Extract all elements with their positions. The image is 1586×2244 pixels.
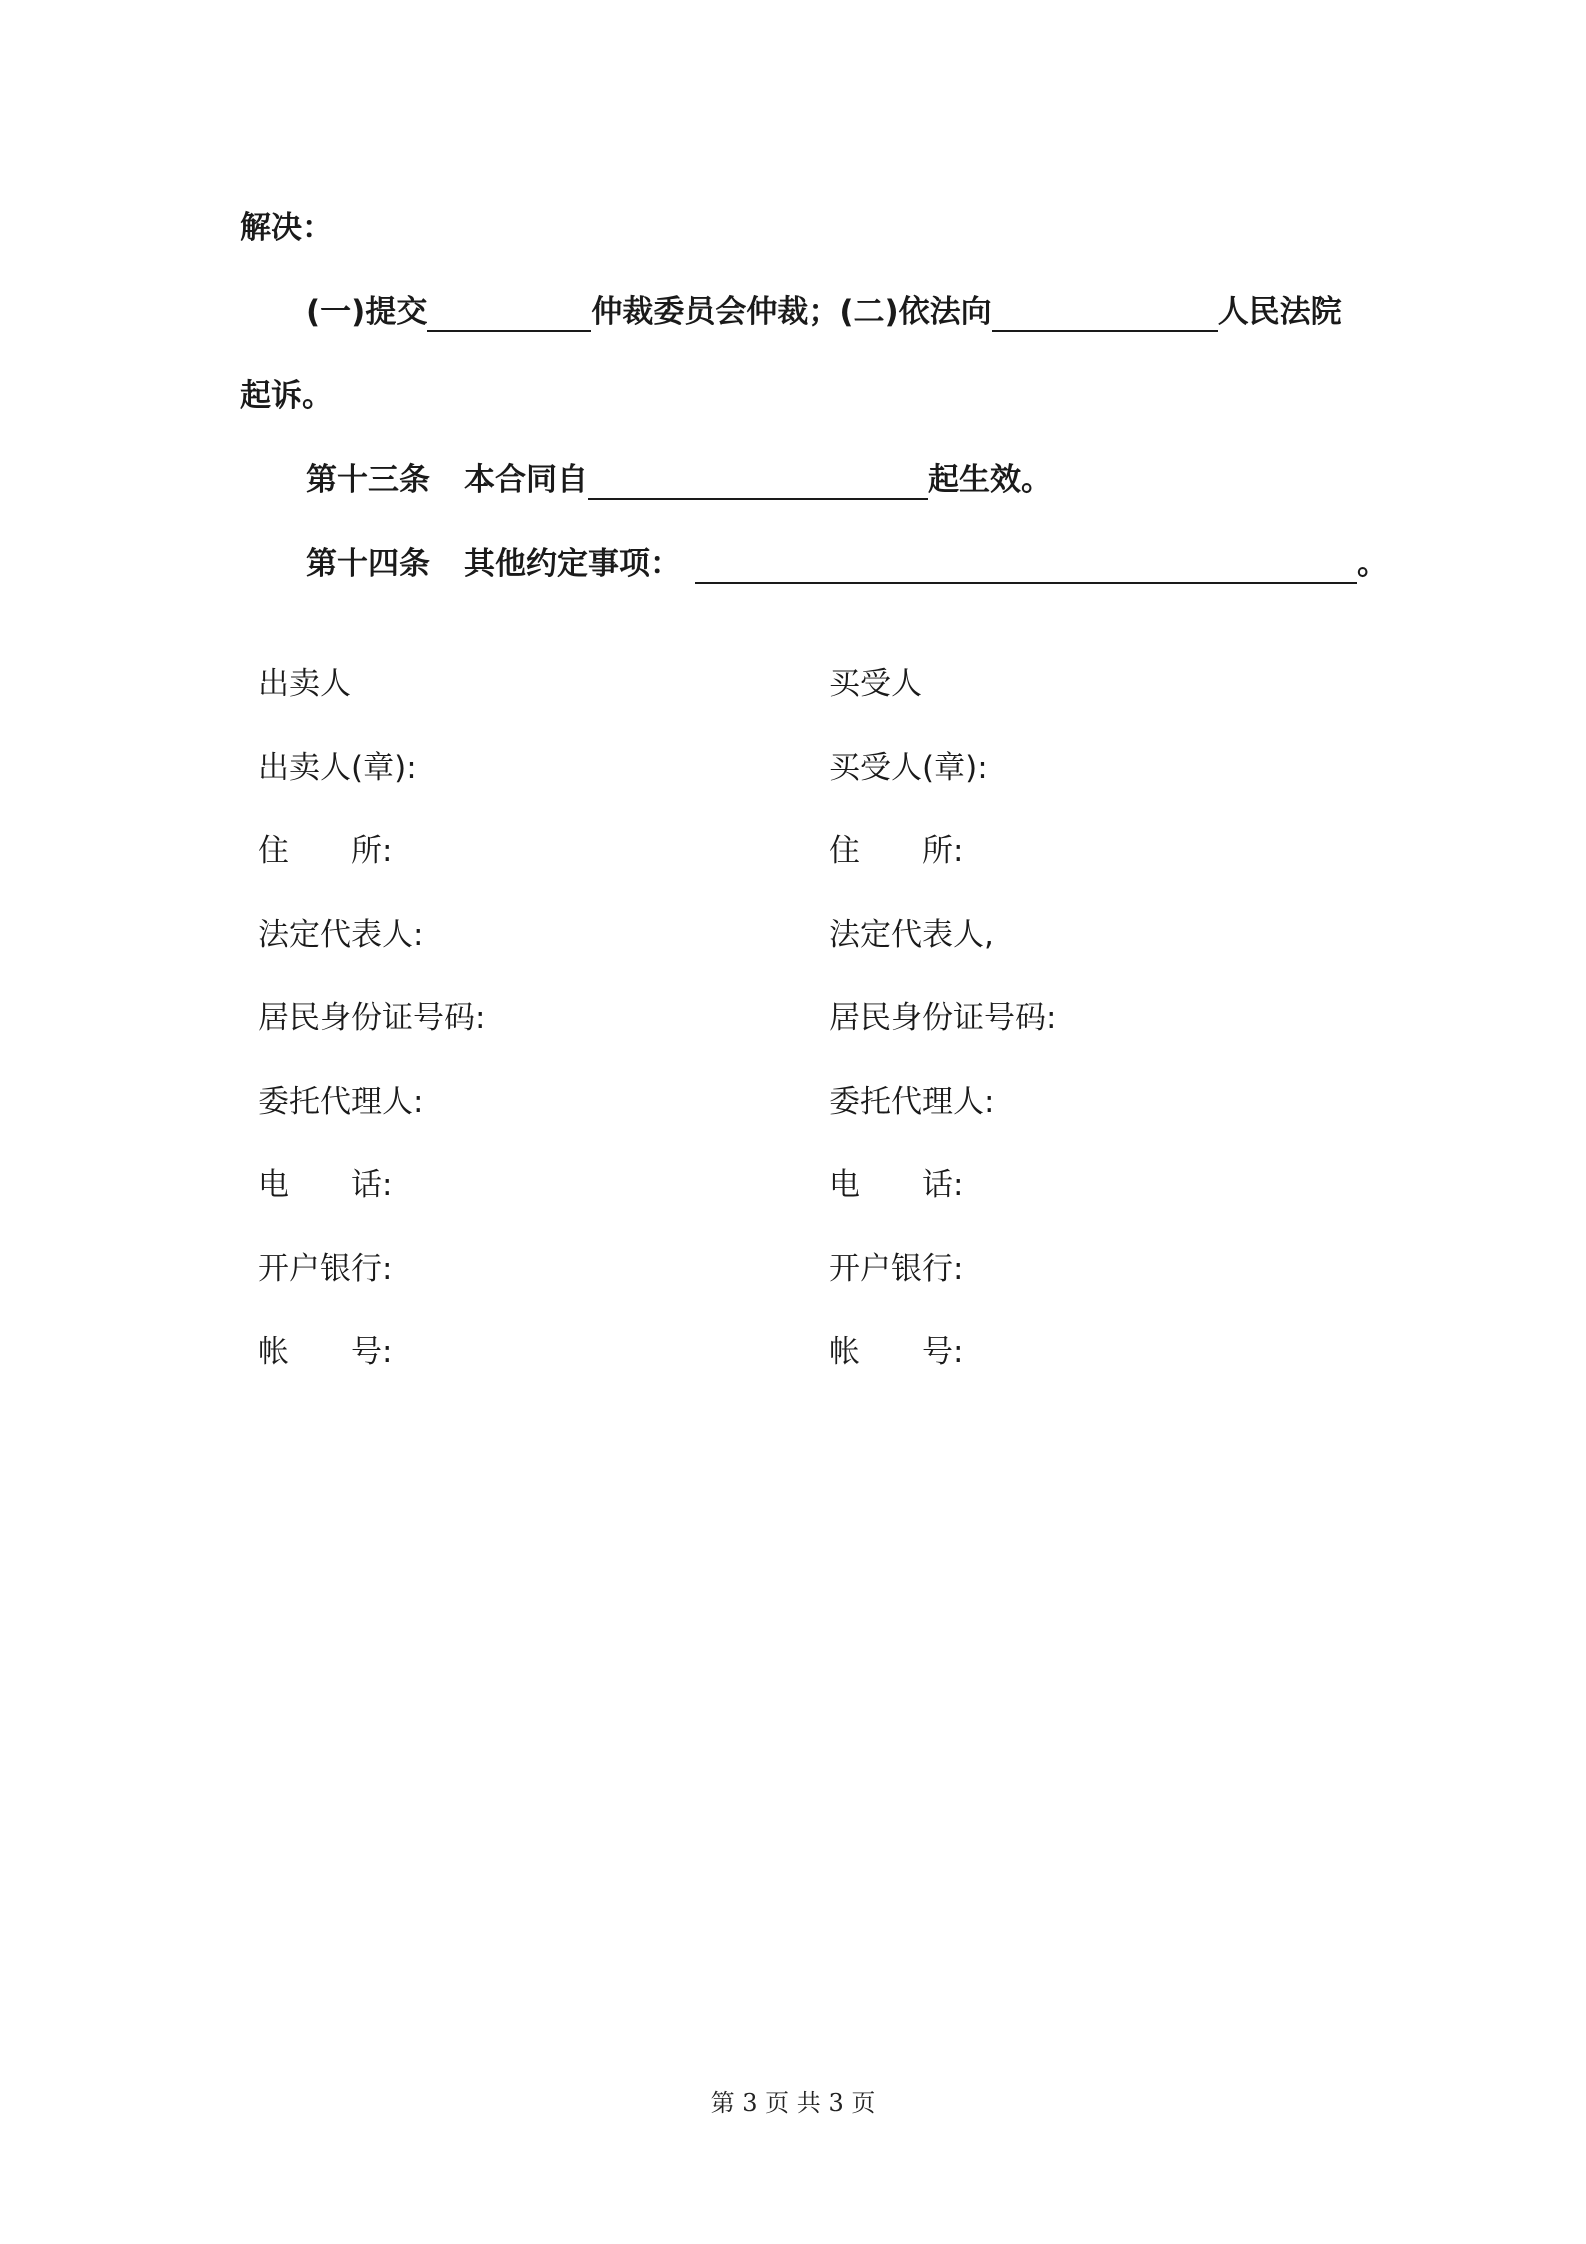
- seller-bank-field: 开户银行:: [258, 1250, 393, 1287]
- effective-date-blank[interactable]: [588, 464, 928, 500]
- buyer-agent-field: 委托代理人:: [829, 1083, 995, 1120]
- article-13-suffix: 起生效。: [928, 462, 1052, 498]
- buyer-legal-rep-field: 法定代表人,: [829, 916, 994, 953]
- other-matters-blank[interactable]: [695, 548, 1357, 584]
- seller-account-field: 帐 号:: [258, 1334, 393, 1370]
- buyer-account-field: 帐 号:: [829, 1334, 964, 1370]
- article-13: [306, 460, 1052, 500]
- seller-phone-field: 电 话:: [258, 1167, 393, 1203]
- buyer-signature-block: [829, 664, 1056, 1416]
- clause-part-1: (一)提交: [306, 294, 428, 330]
- article-13-text: 本合同自: [464, 462, 588, 498]
- sue-text: 起诉。: [240, 378, 333, 414]
- clause-part-2: 仲裁委员会仲裁；(二)依法向: [591, 294, 992, 330]
- seller-seal-field: 出卖人(章):: [258, 749, 417, 786]
- seller-id-number-field: 居民身份证号码:: [258, 1000, 486, 1036]
- seller-agent-field: 委托代理人:: [258, 1083, 424, 1120]
- arbitration-commission-blank[interactable]: [427, 296, 591, 332]
- seller-signature-block: [258, 664, 485, 1416]
- article-14-suffix: 。: [1357, 546, 1388, 582]
- court-blank[interactable]: [992, 296, 1218, 332]
- buyer-phone-field: 电 话:: [829, 1167, 964, 1203]
- article-14-label: 第十四条: [306, 546, 430, 582]
- article-13-label: 第十三条: [306, 462, 430, 498]
- article-14-text: 其他约定事项：: [464, 546, 681, 582]
- article-14: [306, 544, 1388, 584]
- buyer-seal-field: 买受人(章):: [829, 749, 988, 786]
- buyer-id-number-field: 居民身份证号码:: [829, 1000, 1057, 1036]
- buyer-bank-field: 开户银行:: [829, 1250, 964, 1287]
- seller-legal-rep-field: 法定代表人:: [258, 916, 424, 953]
- page-number: 第 3 页 共 3 页: [710, 2089, 876, 2117]
- clause-part-3: 人民法院: [1217, 294, 1342, 330]
- buyer-address-field: 住 所:: [829, 833, 964, 869]
- seller-title: 出卖人: [258, 666, 351, 702]
- buyer-title: 买受人: [829, 666, 922, 702]
- dispute-clause-line: [306, 292, 1342, 332]
- seller-address-field: 住 所:: [258, 833, 393, 869]
- resolve-text: 解决：: [240, 210, 333, 246]
